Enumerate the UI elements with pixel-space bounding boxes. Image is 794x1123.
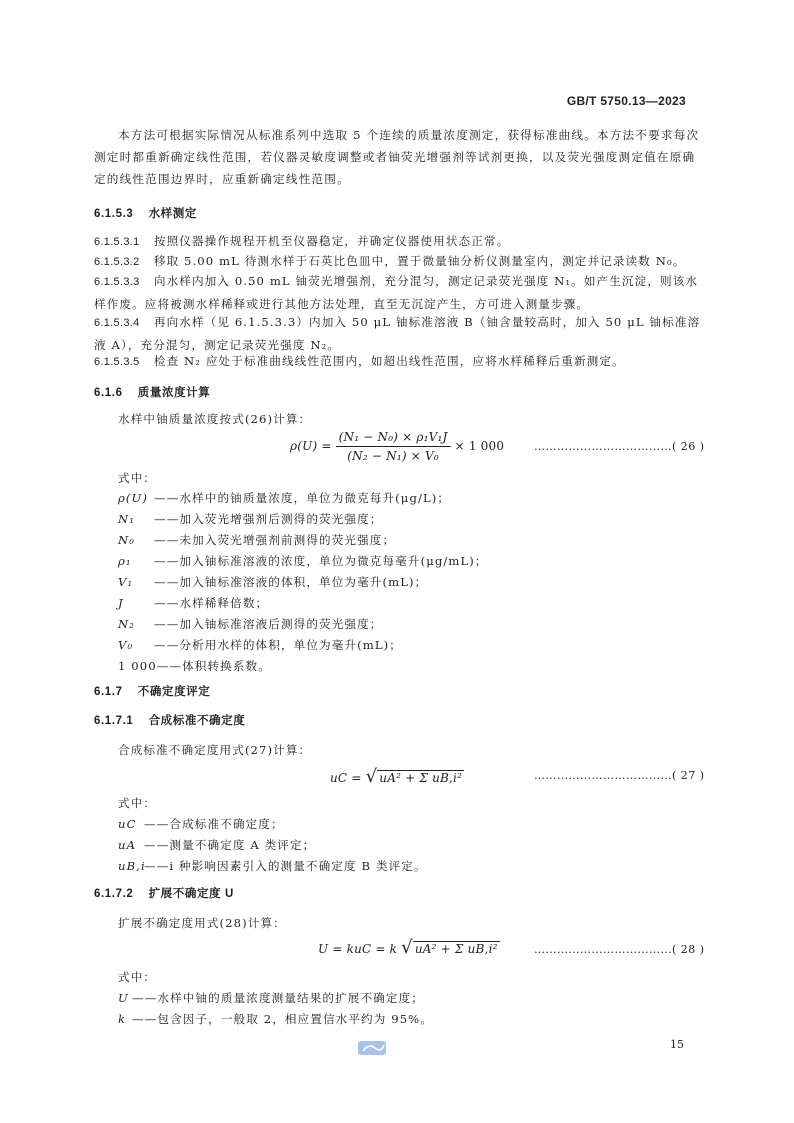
formula-28: [318, 937, 500, 958]
sqrt-sign: √: [401, 937, 413, 958]
def-text: ——水样中的铀质量浓度，单位为微克每升(μg/L)；: [154, 491, 451, 505]
def-symbol: uA: [118, 838, 137, 852]
formula-radicand: uA² + Σ uB,i²: [379, 771, 463, 785]
clause-number: 6.1.5.3.1: [94, 236, 140, 248]
def-symbol: N₁: [118, 512, 135, 526]
heading-number: 6.1.7.2: [94, 888, 134, 900]
where-label: 式中：: [118, 796, 157, 810]
leader-dots: ………………………………: [534, 440, 672, 453]
def-text: ——加入荧光增强剂后测得的荧光强度；: [154, 512, 383, 526]
formula-26: [290, 430, 504, 463]
definition-row: [118, 574, 427, 590]
def-text: ——合成标准不确定度；: [144, 817, 284, 831]
equation-number: ( 28 ): [672, 943, 705, 956]
heading-text: 水样测定: [148, 208, 197, 220]
heading-number: 6.1.5.3: [94, 208, 134, 220]
definition-row: [118, 595, 268, 611]
intro-paragraph: 本方法可根据实际情况从标准系列中选取 5 个连续的质量浓度测定，获得标准曲线。本方法不要求每次测定时都重新确定线性范围，若仪器灵敏度调整或者铀荧光增强剂等试剂更换，以及荧光强度测定值在原确定的线性范围边界时，应重新确定线性范围。: [94, 128, 700, 186]
definition-row: [118, 858, 427, 874]
clause-number: 6.1.5.3.3: [94, 276, 140, 288]
sqrt-sign: √: [365, 766, 378, 787]
def-text: ——水样稀释倍数；: [154, 596, 269, 610]
def-text: ——测量不确定度 A 类评定；: [144, 838, 316, 852]
heading-text: 扩展不确定度 U: [148, 888, 234, 900]
formula-lhs: U = kuC = k: [318, 942, 398, 956]
formula-lhs: ρ(U) =: [290, 439, 332, 453]
definition-row: [118, 1011, 433, 1027]
formula-26-leader: [534, 440, 705, 453]
definition-row: [118, 511, 383, 527]
clause-text: 检查 N₂ 应处于标准曲线线性范围内，如超出线性范围，应将水样稀释后重新测定。: [153, 354, 625, 368]
heading-6-1-7: [94, 683, 210, 699]
formula-fraction: [336, 430, 451, 463]
clause-number: 6.1.5.3.2: [94, 256, 140, 268]
heading-text: 不确定度评定: [137, 686, 211, 698]
heading-text: 合成标准不确定度: [148, 715, 246, 727]
def-symbol: 1 000: [118, 659, 157, 673]
formula-factor: × 1 000: [454, 439, 505, 453]
def-text: ——体积转换系数。: [156, 659, 271, 673]
heading-number: 6.1.7.1: [94, 715, 134, 727]
heading-6-1-7-1: [94, 712, 245, 728]
definition-row: [118, 532, 395, 548]
heading-text: 质量浓度计算: [137, 387, 211, 399]
heading-number: 6.1.7: [94, 686, 123, 698]
heading-number: 6.1.6: [94, 387, 123, 399]
clause-text: 再向水样（见 6.1.5.3.3）内加入 50 μL 铀标准溶液 B（铀含量较高时，加入 50 μL 铀标准溶液 A），充分混匀，测定记录荧光强度 N₂。: [94, 315, 701, 352]
definition-row: [118, 553, 488, 569]
def-symbol: uC: [118, 817, 137, 831]
clause-number: 6.1.5.3.4: [94, 317, 140, 329]
def-symbol: ρ(U): [118, 491, 149, 505]
leader-dots: ………………………………: [534, 769, 672, 782]
definition-row: [118, 816, 284, 832]
definition-row: [118, 837, 315, 853]
def-text: ——分析用水样的体积，单位为毫升(mL)；: [154, 638, 402, 652]
def-symbol: U: [118, 991, 129, 1005]
heading-6-1-7-2: [94, 885, 234, 901]
formula-26-intro: 水样中铀质量浓度按式(26)计算：: [118, 412, 312, 426]
def-symbol: uB,i: [118, 859, 146, 873]
publisher-logo-icon: [357, 1039, 387, 1057]
def-symbol: ρ₁: [118, 554, 132, 568]
formula-lhs: uC =: [330, 771, 362, 785]
def-text: ——水样中铀的质量浓度测量结果的扩展不确定度；: [132, 991, 424, 1005]
formula-28-leader: [534, 943, 705, 956]
clause-text: 移取 5.00 mL 待测水样于石英比色皿中，置于微量铀分析仪测量室内，测定并记录读数 N₀。: [153, 254, 686, 268]
formula-radicand: uA² + Σ uB,i²: [414, 942, 498, 956]
def-symbol: N₀: [118, 533, 135, 547]
def-symbol: J: [118, 596, 124, 610]
def-text: ——加入铀标准溶液后测得的荧光强度；: [154, 617, 383, 631]
formula-27-intro: 合成标准不确定度用式(27)计算：: [118, 743, 312, 757]
clause-text: 向水样内加入 0.50 mL 铀荧光增强剂，充分混匀，测定记录荧光强度 N₁。如产生沉淀，则该水样作废。应将被测水样稀释或进行其他方法处理，直至无沉淀产生，方可进入测量步骤。: [94, 274, 699, 311]
definition-row: [118, 990, 424, 1006]
formula-numerator: (N₁ − N₀) × ρ₁V₁J: [336, 430, 451, 447]
def-symbol: V₀: [118, 638, 134, 652]
def-text: ——未加入荧光增强剂前测得的荧光强度；: [154, 533, 396, 547]
clause-6-1-5-3-5: [94, 350, 706, 373]
formula-27: [330, 766, 464, 787]
where-label: 式中：: [118, 970, 157, 984]
def-text: ——加入铀标准溶液的浓度，单位为微克每毫升(μg/mL)；: [154, 554, 488, 568]
definition-row: [118, 490, 450, 506]
def-symbol: k: [118, 1012, 127, 1026]
definition-row: [118, 637, 402, 653]
def-symbol: N₂: [118, 617, 135, 631]
definition-row: [118, 616, 383, 632]
clause-6-1-5-3-3: [94, 270, 706, 315]
heading-6-1-6: [94, 384, 210, 400]
clause-text: 按照仪器操作规程开机至仪器稳定，并确定仪器使用状态正常。: [153, 234, 510, 248]
where-label: 式中：: [118, 471, 157, 485]
formula-28-intro: 扩展不确定度用式(28)计算：: [118, 916, 286, 930]
equation-number: ( 26 ): [672, 440, 705, 453]
definition-row: [118, 658, 271, 674]
def-text: ——包含因子，一般取 2，相应置信水平约为 95%。: [132, 1012, 433, 1026]
standard-number: GB/T 5750.13—2023: [566, 94, 686, 108]
heading-6-1-5-3: [94, 205, 197, 221]
leader-dots: ………………………………: [534, 943, 672, 956]
clause-number: 6.1.5.3.5: [94, 356, 140, 368]
def-text: ——加入铀标准溶液的体积，单位为毫升(mL)；: [154, 575, 428, 589]
page-number: 15: [670, 1038, 684, 1051]
def-text: ——i 种影响因素引入的测量不确定度 B 类评定。: [144, 859, 427, 873]
formula-27-leader: [534, 769, 705, 782]
def-symbol: V₁: [118, 575, 134, 589]
formula-denominator: (N₂ − N₁) × V₀: [347, 449, 439, 463]
equation-number: ( 27 ): [672, 769, 705, 782]
